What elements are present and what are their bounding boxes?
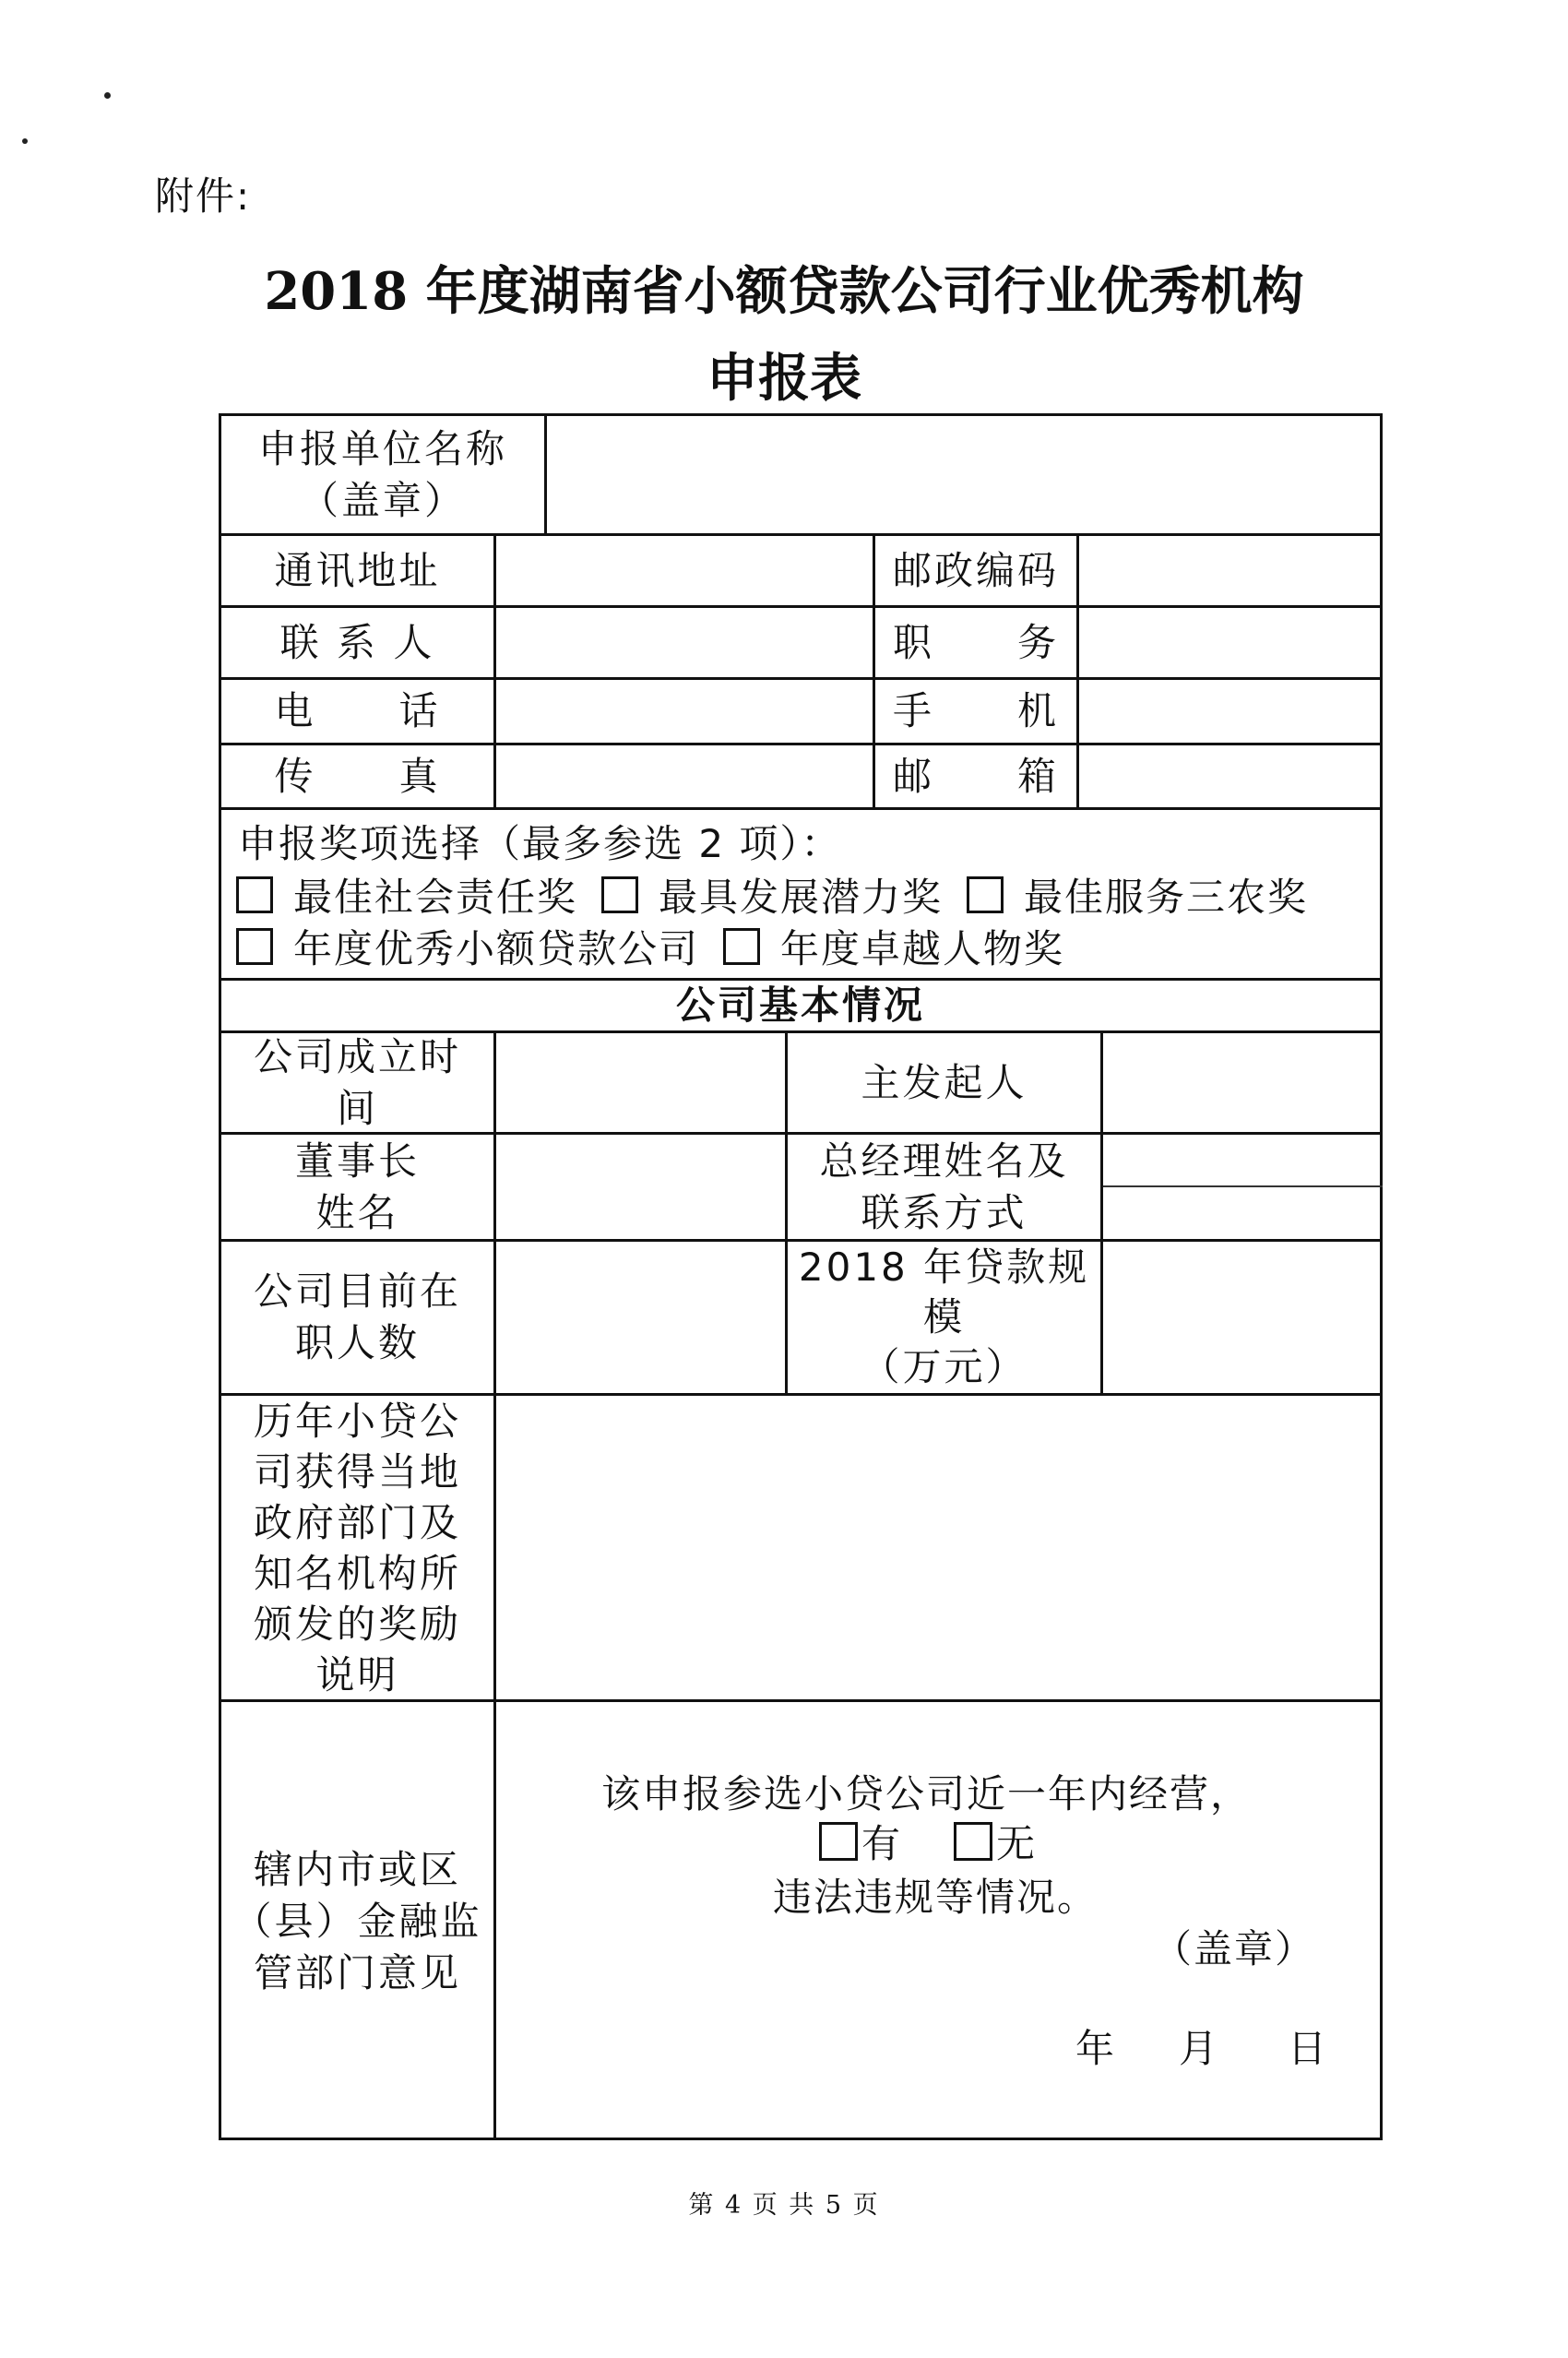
award-option[interactable]: 最佳社会责任奖 [236,867,577,923]
contact-person-label: 联 系 人 [279,619,435,665]
unit-name-label: 申报单位名称 （盖章） [257,425,507,523]
checkbox-icon[interactable] [819,1822,858,1861]
page-footer: 第 4 页 共 5 页 [688,2191,880,2220]
col-divider [1076,533,1079,810]
form-subtitle: 申报表 [707,348,861,409]
award-options-row-2 [236,919,1088,974]
award-option[interactable]: 年度卓越人物奖 [723,919,1064,974]
email-label: 邮 箱 [892,753,1059,799]
cell-subdivider [1103,1185,1383,1187]
checkbox-icon[interactable] [601,876,638,913]
awards-history-label: 历年小贷公 司获得当地 政府部门及 知名机构所 颁发的奖励 说明 [253,1398,461,1697]
row-divider [219,807,1383,810]
award-option[interactable]: 年度优秀小额贷款公司 [236,919,699,974]
award-option[interactable]: 最具发展潜力奖 [601,867,943,923]
checkbox-icon[interactable] [236,928,273,965]
col-divider [493,533,496,810]
award-selection-label: 申报奖项选择（最多参选 2 项）： [238,821,842,866]
founder-label: 主发起人 [861,1059,1028,1105]
date-year: 年 [1075,2026,1117,2071]
general-manager-label: 总经理姓名及 联系方式 [819,1137,1069,1235]
option-yes[interactable]: 有 [819,1814,902,1869]
fax-label: 传 真 [274,753,441,799]
mobile-label: 手 机 [892,688,1059,733]
regulator-statement: 该申报参选小贷公司近一年内经营， [601,1771,1252,1816]
scan-mark [22,138,28,144]
award-option[interactable]: 最佳服务三农奖 [967,867,1308,923]
regulator-opinion-label: 辖内市或区 （县）金融监 管部门意见 [232,1846,482,1995]
date-month: 月 [1179,2026,1220,2071]
checkbox-icon[interactable] [236,876,273,913]
loan-scale-label: 2018 年贷款规 模 （万元） [798,1244,1090,1389]
attachment-label: 附件: [155,173,252,219]
established-date-label: 公司成立时 间 [253,1033,461,1131]
form-title: 2018 年度湖南省小额贷款公司行业优秀机构 [264,261,1304,322]
address-label: 通讯地址 [274,547,441,593]
date-day: 日 [1288,2026,1329,2071]
option-no[interactable]: 无 [954,1814,1037,1869]
award-options-row-1 [236,867,1332,923]
scan-mark [104,92,111,99]
regulator-statement-end: 违法违规等情况。 [773,1875,1099,1920]
checkbox-icon[interactable] [723,928,760,965]
checkbox-icon[interactable] [967,876,1004,913]
violation-options [793,1814,1063,1869]
checkbox-icon[interactable] [954,1822,992,1861]
position-label: 职 务 [892,619,1059,665]
seal-label: （盖章） [1153,1926,1316,1971]
chairman-label: 董事长 姓名 [294,1137,420,1235]
col-divider [493,1030,496,2140]
col-divider [1100,1030,1103,1393]
phone-label: 电 话 [274,688,441,733]
staff-count-label: 公司目前在 职人数 [253,1268,461,1365]
col-divider [544,413,547,536]
basic-info-heading: 公司基本情况 [675,982,925,1028]
postcode-label: 邮政编码 [892,547,1059,593]
